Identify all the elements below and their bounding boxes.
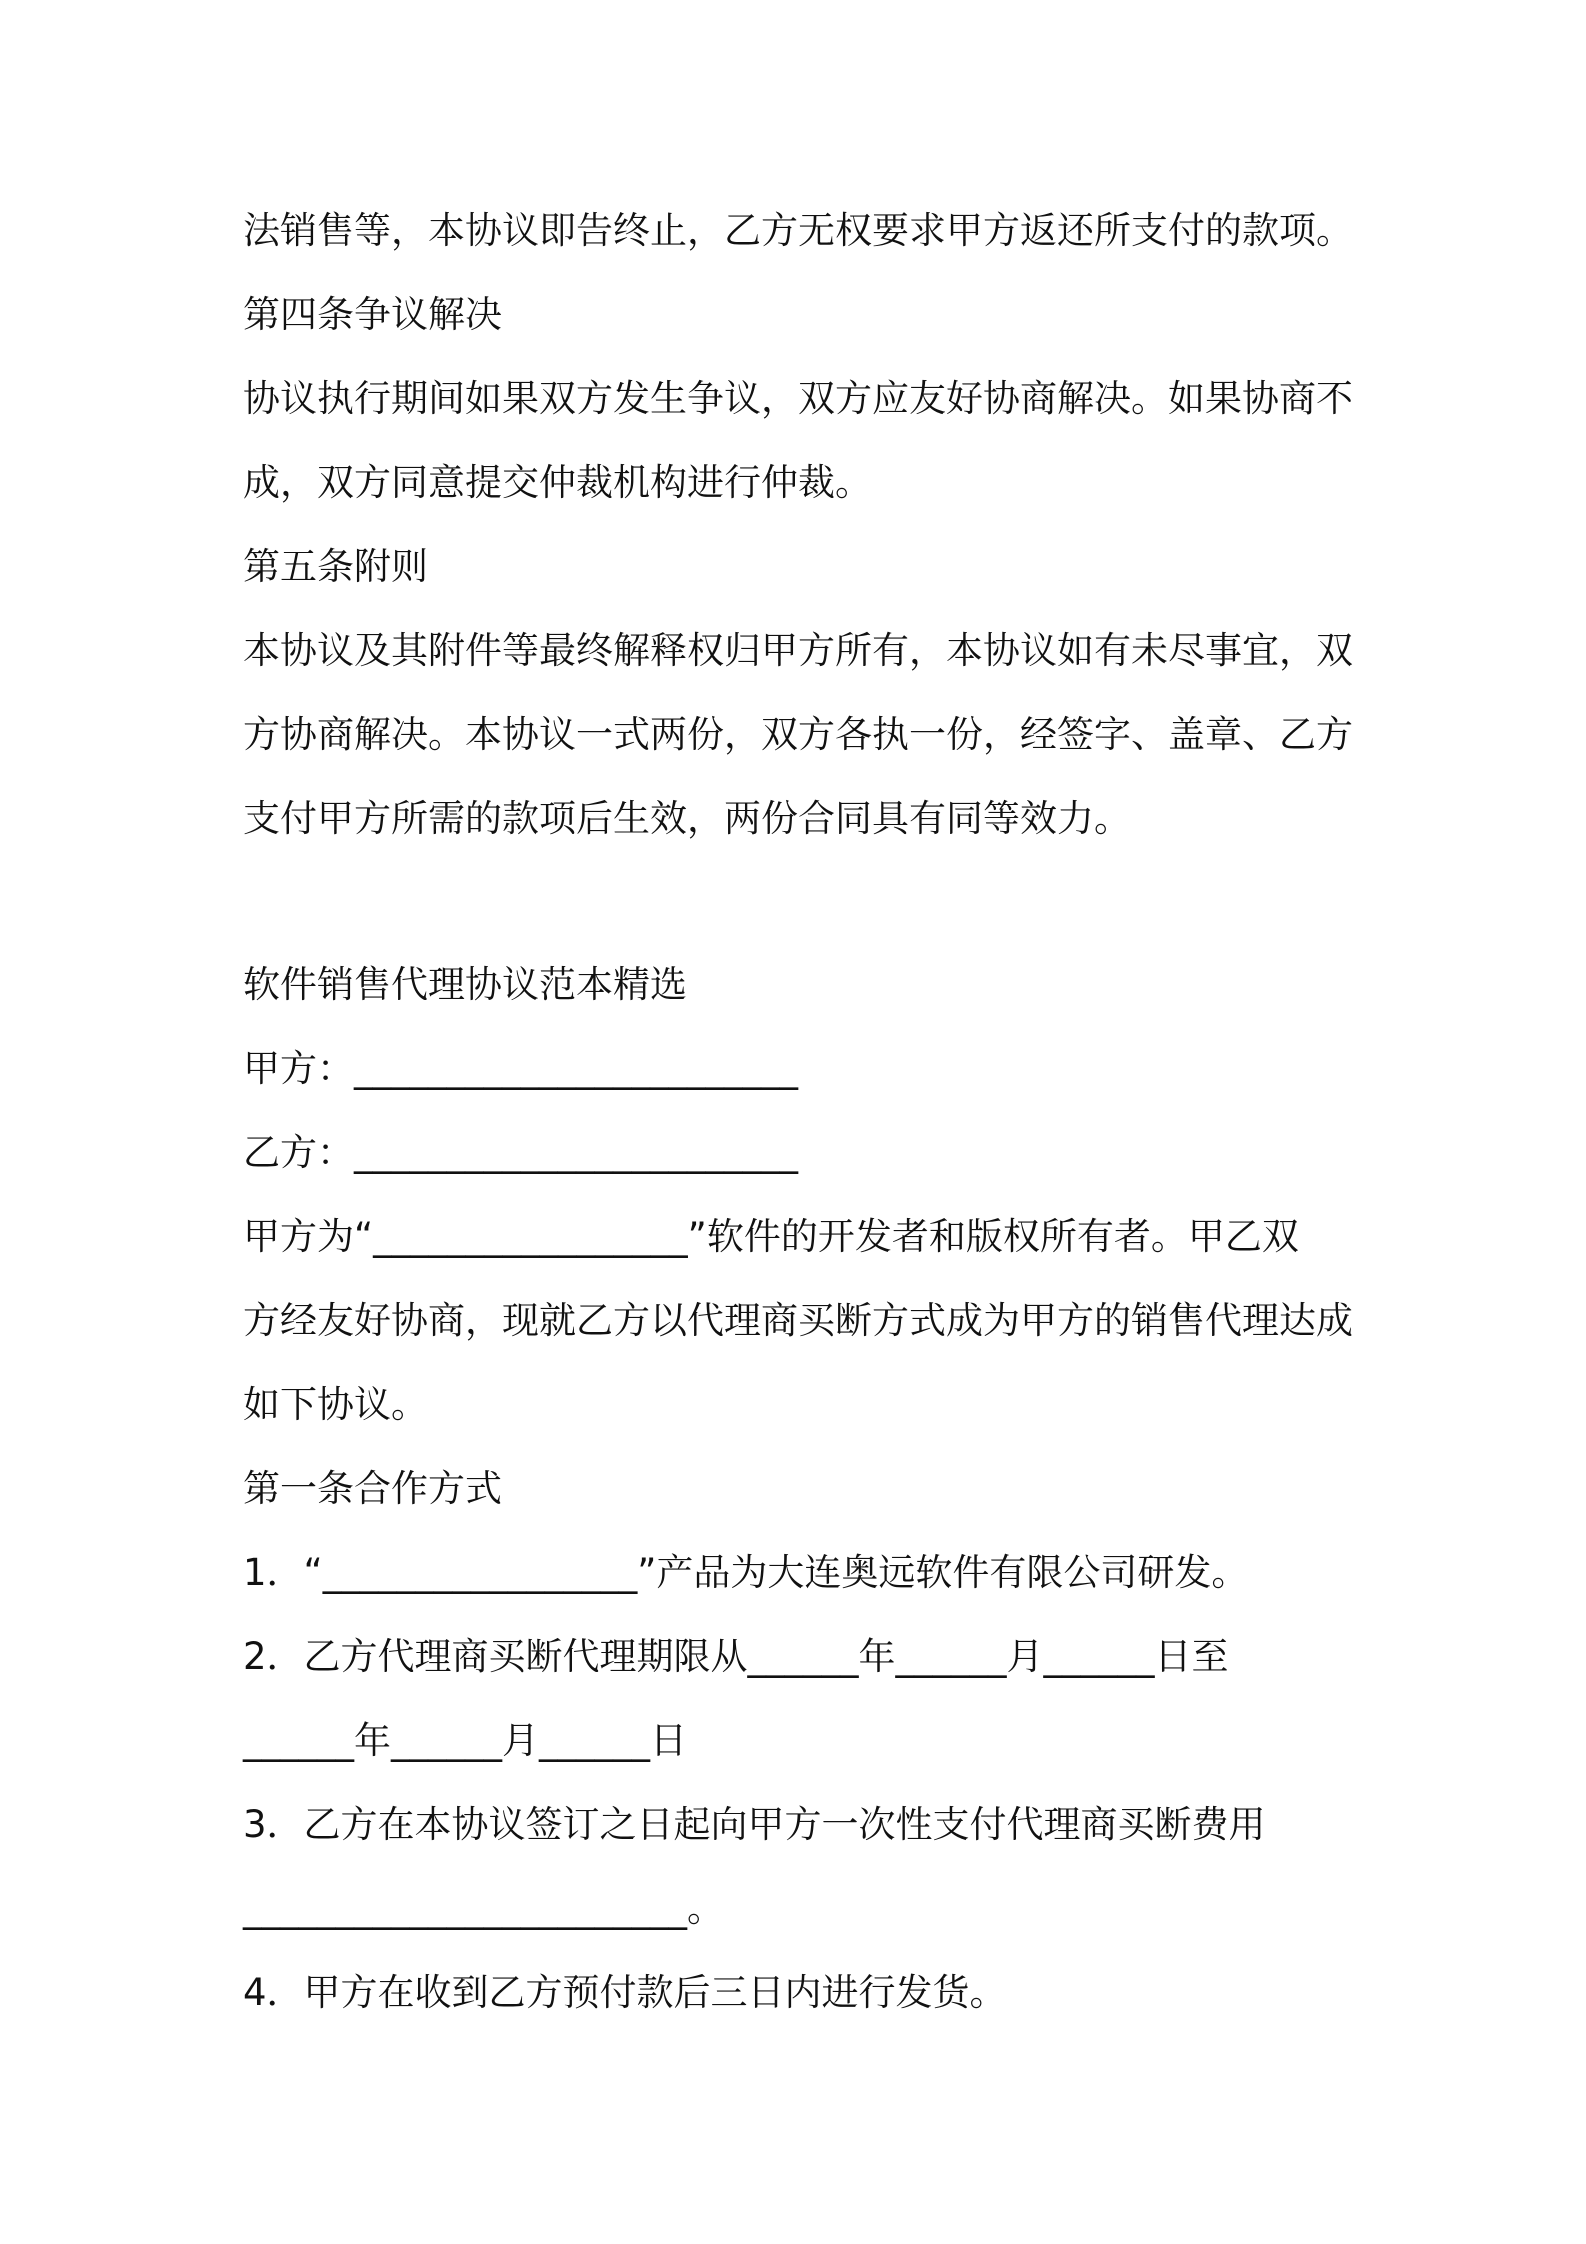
clause-item-3-continued: ________________________。: [243, 1887, 724, 1930]
section-heading-dispute: 第四条争议解决: [243, 293, 502, 336]
section-heading-supplementary: 第五条附则: [243, 545, 428, 588]
clause-item-4: 4．甲方在收到乙方预付款后三日内进行发货。: [243, 1971, 1007, 2014]
document-title: 软件销售代理协议范本精选: [243, 963, 687, 1006]
paragraph-line: 成，双方同意提交仲裁机构进行仲裁。: [243, 461, 872, 504]
paragraph-line: 甲方为“_________________”软件的开发者和版权所有者。甲乙双: [243, 1215, 1299, 1258]
clause-item-3: 3．乙方在本协议签订之日起向甲方一次性支付代理商买断费用: [243, 1803, 1266, 1846]
paragraph-line: 支付甲方所需的款项后生效，两份合同具有同等效力。: [243, 797, 1131, 840]
paragraph-line: 如下协议。: [243, 1383, 428, 1426]
party-b-line: 乙方：________________________: [243, 1131, 798, 1174]
section-heading-cooperation: 第一条合作方式: [243, 1467, 502, 1510]
paragraph-line: 本协议及其附件等最终解释权归甲方所有，本协议如有未尽事宜，双: [243, 629, 1353, 672]
paragraph-line: 方经友好协商，现就乙方以代理商买断方式成为甲方的销售代理达成: [243, 1299, 1353, 1342]
clause-item-2-continued: ______年______月______日: [243, 1719, 687, 1762]
paragraph-line: 方协商解决。本协议一式两份，双方各执一份，经签字、盖章、乙方: [243, 713, 1353, 756]
paragraph-line: 法销售等，本协议即告终止，乙方无权要求甲方返还所支付的款项。: [243, 209, 1353, 252]
clause-item-2: 2．乙方代理商买断代理期限从______年______月______日至: [243, 1635, 1229, 1678]
party-a-line: 甲方：________________________: [243, 1047, 798, 1090]
paragraph-line: 协议执行期间如果双方发生争议，双方应友好协商解决。如果协商不: [243, 377, 1353, 420]
clause-item-1: 1．“_________________”产品为大连奥远软件有限公司研发。: [243, 1551, 1249, 1594]
